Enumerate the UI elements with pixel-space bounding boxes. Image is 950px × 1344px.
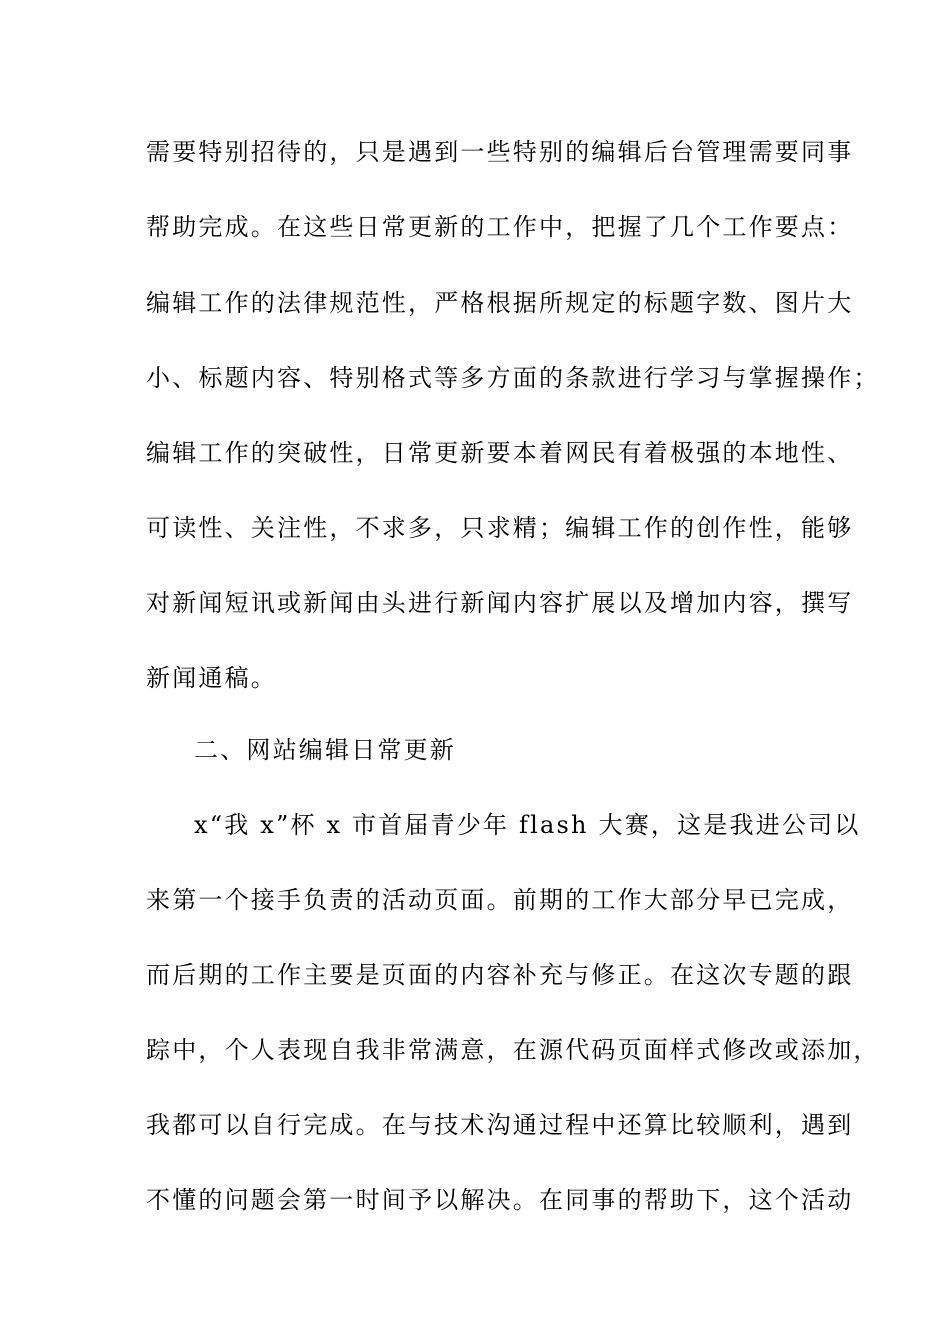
text-line: 编辑工作的突破性，日常更新要本着网民有着极强的本地性、 <box>146 439 854 467</box>
section-heading: 二、网站编辑日常更新 <box>194 736 456 764</box>
text-line: 对新闻短讯或新闻由头进行新闻内容扩展以及增加内容，撰写 <box>146 589 854 617</box>
text-line: 新闻通稿。 <box>146 664 277 692</box>
text-line: 可读性、关注性，不求多，只求精；编辑工作的创作性，能够 <box>146 514 854 542</box>
text-line: 踪中，个人表现自我非常满意，在源代码页面样式修改或添加， <box>146 1036 880 1064</box>
text-line: 来第一个接手负责的活动页面。前期的工作大部分早已完成， <box>146 886 854 914</box>
text-line: 我都可以自行完成。在与技术沟通过程中还算比较顺利，遇到 <box>146 1111 854 1139</box>
text-line: 编辑工作的法律规范性，严格根据所规定的标题字数、图片大 <box>146 289 854 317</box>
text-line: 小、标题内容、特别格式等多方面的条款进行学习与掌握操作； <box>146 364 880 392</box>
text-line: 需要特别招待的，只是遇到一些特别的编辑后台管理需要同事 <box>146 138 854 166</box>
text-line: 而后期的工作主要是页面的内容补充与修正。在这次专题的跟 <box>146 961 854 989</box>
text-line: 不懂的问题会第一时间予以解决。在同事的帮助下，这个活动 <box>146 1186 854 1214</box>
text-line: 帮助完成。在这些日常更新的工作中，把握了几个工作要点： <box>146 213 854 241</box>
text-line: x“我 x”杯 x 市首届青少年 flash 大赛，这是我进公司以 <box>194 811 861 839</box>
